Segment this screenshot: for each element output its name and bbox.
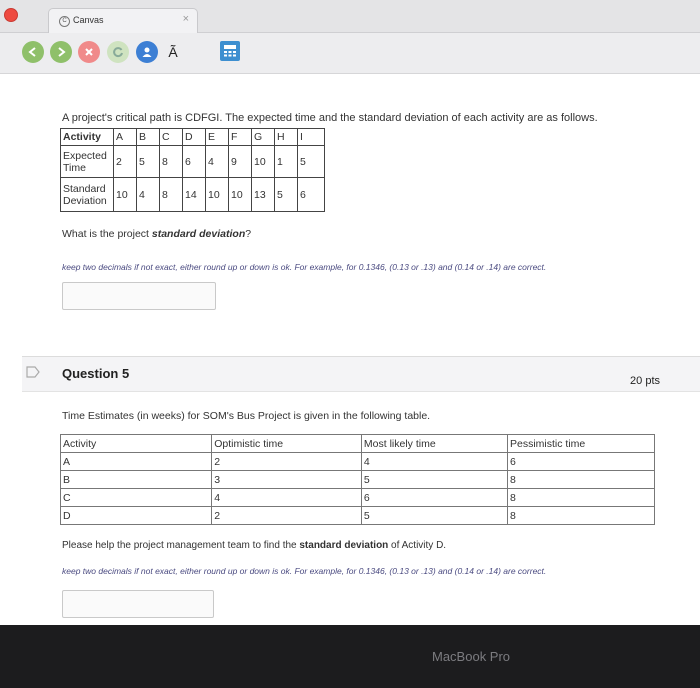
- table-cell: 5: [137, 146, 160, 178]
- table-header-cell: Optimistic time: [212, 435, 362, 453]
- question4-intro: A project's critical path is CDFGI. The expected time and the standard deviation of each activity are as follows.: [62, 112, 598, 124]
- question5-intro: Time Estimates (in weeks) for SOM's Bus Project is given in the following table.: [62, 410, 431, 422]
- table-cell: 8: [160, 178, 183, 212]
- table-row: [61, 146, 325, 178]
- table-cell: 6: [361, 489, 507, 507]
- table-cell: E: [206, 129, 229, 146]
- question4-answer-input[interactable]: [62, 282, 216, 310]
- table-cell: 10: [114, 178, 137, 212]
- table-cell: 10: [206, 178, 229, 212]
- text-size-glyph: Ã: [168, 44, 178, 60]
- table-cell: I: [298, 129, 325, 146]
- table-cell: 14: [183, 178, 206, 212]
- table-cell: 5: [298, 146, 325, 178]
- table-cell: F: [229, 129, 252, 146]
- reload-button[interactable]: [107, 41, 129, 63]
- table-cell: 1: [275, 146, 298, 178]
- calculator-icon[interactable]: [220, 41, 240, 61]
- home-button[interactable]: [136, 41, 158, 63]
- device-label: MacBook Pro: [432, 649, 511, 664]
- question5-title: Question 5: [62, 366, 130, 381]
- table-header-cell: Activity: [61, 435, 212, 453]
- table-cell: 6: [507, 453, 654, 471]
- question5-answer-input[interactable]: [62, 590, 214, 618]
- question5-prompt: Please help the project management team to find the standard deviation of Activity D.: [62, 540, 447, 551]
- time-estimates-table: [60, 434, 655, 525]
- table-cell: B: [137, 129, 160, 146]
- table-cell: D: [61, 507, 212, 525]
- tab-close-icon[interactable]: ×: [182, 13, 189, 25]
- table-cell: 4: [361, 453, 507, 471]
- table-cell: 8: [507, 507, 654, 525]
- close-window-button[interactable]: [4, 8, 18, 22]
- laptop-bezel: [0, 625, 700, 688]
- table-row: [61, 489, 655, 507]
- canvas-favicon-icon: C: [59, 16, 70, 27]
- table-cell: 3: [212, 471, 362, 489]
- table-cell: 6: [298, 178, 325, 212]
- question5-header: [22, 356, 700, 392]
- table-cell: H: [275, 129, 298, 146]
- activity-table: [60, 128, 325, 212]
- table-cell: 8: [507, 471, 654, 489]
- table-cell: D: [183, 129, 206, 146]
- table-header-row: [61, 435, 655, 453]
- row-label-cell: Standard Deviation: [61, 178, 114, 212]
- table-row: [61, 471, 655, 489]
- title-bar: [0, 0, 700, 33]
- stop-button[interactable]: [78, 41, 100, 63]
- question4-prompt: What is the project standard deviation?: [62, 228, 252, 240]
- table-cell: 2: [212, 453, 362, 471]
- table-cell: 5: [275, 178, 298, 212]
- table-cell: A: [114, 129, 137, 146]
- question5-hint: keep two decimals if not exact, either round up or down is ok. For example, for 0.1346, (0.13 or .13) and (0.14 or .14) are correct.: [62, 566, 547, 576]
- table-header-cell: Most likely time: [361, 435, 507, 453]
- table-cell: C: [61, 489, 212, 507]
- table-cell: G: [252, 129, 275, 146]
- table-cell: 13: [252, 178, 275, 212]
- tab-title: Canvas: [73, 15, 104, 25]
- table-cell: 8: [507, 489, 654, 507]
- table-cell: 5: [361, 507, 507, 525]
- table-cell: 2: [212, 507, 362, 525]
- table-row: [61, 178, 325, 212]
- table-cell: 5: [361, 471, 507, 489]
- quiz-content: [0, 74, 700, 625]
- table-cell: A: [61, 453, 212, 471]
- flag-question-icon[interactable]: [26, 366, 40, 381]
- table-cell: 2: [114, 146, 137, 178]
- question5-points: 20 pts: [630, 375, 660, 387]
- row-label-cell: Expected Time: [61, 146, 114, 178]
- question4-hint: keep two decimals if not exact, either round up or down is ok. For example, for 0.1346, (0.13 or .13) and (0.14 or .14) are correct.: [62, 262, 547, 272]
- back-button[interactable]: [22, 41, 44, 63]
- browser-toolbar: [0, 33, 700, 74]
- table-cell: 10: [252, 146, 275, 178]
- browser-tab[interactable]: [48, 8, 198, 33]
- table-cell: 9: [229, 146, 252, 178]
- text-size-button[interactable]: [162, 41, 184, 63]
- table-cell: B: [61, 471, 212, 489]
- table-row: [61, 453, 655, 471]
- table-row: [61, 507, 655, 525]
- table-cell: 10: [229, 178, 252, 212]
- table-cell: 8: [160, 146, 183, 178]
- table-cell: C: [160, 129, 183, 146]
- activity-header-cell: Activity: [61, 129, 114, 146]
- table-cell: 4: [206, 146, 229, 178]
- table-cell: 4: [137, 178, 160, 212]
- table-cell: 6: [183, 146, 206, 178]
- table-header-cell: Pessimistic time: [507, 435, 654, 453]
- table-cell: 4: [212, 489, 362, 507]
- forward-button[interactable]: [50, 41, 72, 63]
